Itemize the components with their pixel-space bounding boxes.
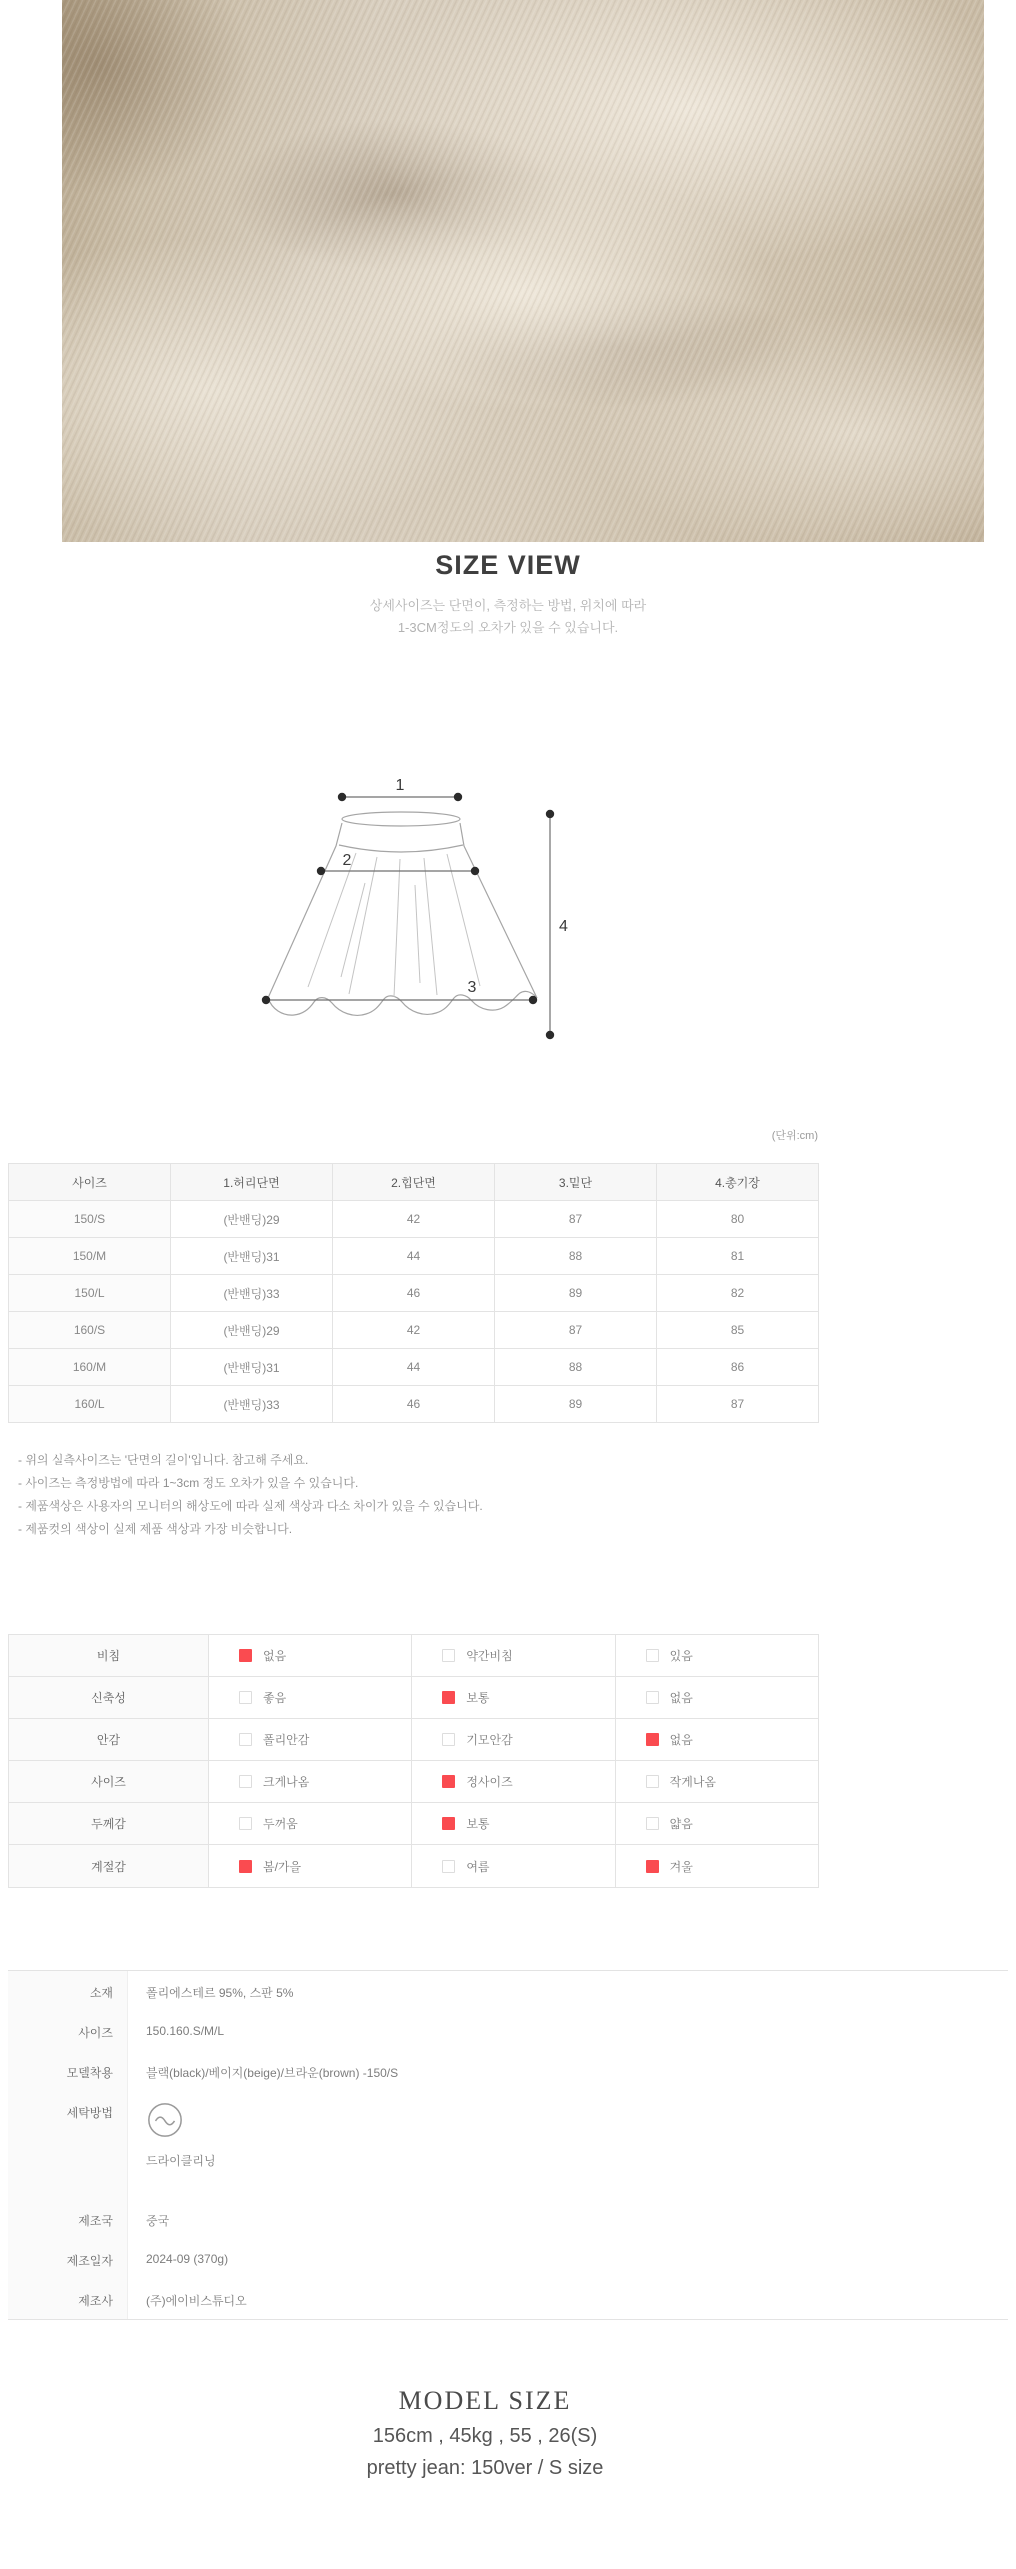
size-notes [18, 1449, 483, 1541]
size-table-value-cell: 81 [657, 1238, 819, 1275]
property-option-label: 폴리안감 [263, 1733, 310, 1747]
detail-value-cell [128, 2091, 1008, 2199]
size-view-subtitle-line2: 1-3CM정도의 오차가 있을 수 있습니다. [397, 620, 619, 635]
size-table-value-cell: (반밴딩)29 [171, 1312, 333, 1349]
size-table-size-cell: 150/M [9, 1238, 171, 1275]
property-option [209, 1635, 412, 1676]
checkbox-unchecked-icon [646, 1775, 659, 1788]
property-option [209, 1677, 412, 1718]
size-table-value-cell: (반밴딩)31 [171, 1238, 333, 1275]
property-row [9, 1719, 818, 1761]
measure-label-1: 1 [395, 777, 405, 794]
size-table-size-cell: 160/M [9, 1349, 171, 1386]
property-option-label: 두꺼움 [263, 1817, 298, 1831]
property-option [209, 1761, 412, 1802]
property-option-label: 봄/가을 [263, 1859, 302, 1874]
property-option-label: 보통 [466, 1691, 490, 1705]
size-table-value-cell: 44 [333, 1238, 495, 1275]
size-table-value-cell: 87 [495, 1312, 657, 1349]
detail-row [8, 2091, 1008, 2199]
skirt-measurement-diagram [248, 755, 578, 1055]
size-table-row [9, 1201, 819, 1238]
detail-value: 2024-09 (370g) [146, 2252, 229, 2266]
detail-row [8, 2011, 1008, 2051]
size-table-value-cell: 46 [333, 1275, 495, 1312]
property-option [209, 1845, 412, 1887]
property-option-label: 정사이즈 [466, 1775, 513, 1789]
checkbox-checked-icon [239, 1860, 252, 1873]
property-option-label: 없음 [263, 1649, 287, 1663]
property-option [616, 1635, 818, 1676]
checkbox-unchecked-icon [239, 1733, 252, 1746]
measure-line-length [546, 810, 568, 1039]
checkbox-unchecked-icon [442, 1860, 455, 1873]
size-view-section [0, 550, 1016, 639]
detail-value-cell [128, 2199, 1008, 2239]
size-table-value-cell: 42 [333, 1312, 495, 1349]
checkbox-unchecked-icon [442, 1733, 455, 1746]
property-label: 사이즈 [9, 1761, 209, 1802]
property-option-label: 작게나옴 [669, 1775, 717, 1789]
property-option [616, 1845, 818, 1887]
detail-label: 제조국 [8, 2199, 128, 2239]
pleat-lines [308, 853, 480, 997]
checkbox-unchecked-icon [239, 1817, 252, 1830]
size-table-header-row [9, 1164, 819, 1201]
size-table-value-cell: 85 [657, 1312, 819, 1349]
size-table-value-cell: 86 [657, 1349, 819, 1386]
size-table-row [9, 1386, 819, 1423]
size-table-row [9, 1275, 819, 1312]
size-table-value-cell: 89 [495, 1275, 657, 1312]
dry-cleaning-icon [146, 2101, 184, 2139]
size-table-value-cell: 46 [333, 1386, 495, 1423]
checkbox-unchecked-icon [239, 1775, 252, 1788]
size-table-row [9, 1238, 819, 1275]
property-row [9, 1845, 818, 1887]
checkbox-checked-icon [442, 1817, 455, 1830]
property-option-label: 여름 [466, 1859, 490, 1874]
fabric-detail-photo [62, 0, 984, 542]
note-item: - 위의 실측사이즈는 '단면의 길이'입니다. 참고해 주세요. [18, 1453, 309, 1467]
property-option [616, 1677, 818, 1718]
property-label: 비침 [9, 1635, 209, 1676]
size-table-value-cell: 89 [495, 1386, 657, 1423]
detail-row [8, 2279, 1008, 2319]
property-row [9, 1761, 818, 1803]
detail-label: 모델착용 [8, 2051, 128, 2091]
size-table [8, 1163, 819, 1423]
measure-line-hip [317, 852, 479, 875]
property-label: 계절감 [9, 1845, 209, 1887]
detail-value-cell [128, 2279, 1008, 2319]
property-option [616, 1761, 818, 1802]
property-row [9, 1635, 818, 1677]
property-option [412, 1719, 615, 1760]
detail-row [8, 1971, 1008, 2011]
property-row [9, 1803, 818, 1845]
property-option [616, 1719, 818, 1760]
property-option [412, 1803, 615, 1844]
size-table-header: 4.총기장 [657, 1164, 819, 1201]
size-table-value-cell: 88 [495, 1349, 657, 1386]
detail-value: 폴리에스테르 95%, 스판 5% [146, 1986, 294, 2000]
model-size-measurements: 156cm , 45kg , 55 , 26(S) [372, 2425, 598, 2447]
checkbox-unchecked-icon [646, 1649, 659, 1662]
detail-value-cell [128, 2239, 1008, 2279]
measure-line-hem [262, 979, 537, 1004]
unit-note: (단위:cm) [771, 1130, 818, 1142]
property-option-label: 약간비침 [466, 1649, 513, 1663]
detail-value-cell [128, 2051, 1008, 2091]
measure-label-4: 4 [559, 918, 568, 935]
detail-label: 세탁방법 [8, 2091, 128, 2199]
property-option [412, 1677, 615, 1718]
model-size-fit: pretty jean: 150ver / S size [366, 2457, 604, 2479]
property-option-label: 있음 [669, 1649, 693, 1663]
size-table-header: 3.밑단 [495, 1164, 657, 1201]
property-row [9, 1677, 818, 1719]
detail-value: 중국 [146, 2214, 170, 2228]
property-option-label: 보통 [466, 1817, 490, 1831]
detail-label: 사이즈 [8, 2011, 128, 2051]
measure-line-waist [338, 777, 462, 801]
size-view-subtitle [0, 595, 1016, 639]
wash-method-caption: 드라이클리닝 [146, 2154, 216, 2168]
size-table-header: 사이즈 [9, 1164, 171, 1201]
detail-value: 150.160.S/M/L [146, 2024, 225, 2038]
detail-label: 제조일자 [8, 2239, 128, 2279]
model-size-title: MODEL SIZE [398, 2386, 572, 2415]
size-view-subtitle-line1: 상세사이즈는 단면이, 측정하는 방법, 위치에 따라 [369, 598, 647, 613]
size-table-value-cell: (반밴딩)31 [171, 1349, 333, 1386]
property-option-label: 크게나옴 [263, 1775, 310, 1789]
property-option [209, 1803, 412, 1844]
checkbox-checked-icon [646, 1860, 659, 1873]
property-option-label: 겨울 [669, 1859, 693, 1874]
detail-value-cell [128, 1971, 1008, 2011]
checkbox-checked-icon [646, 1733, 659, 1746]
size-table-value-cell: 88 [495, 1238, 657, 1275]
detail-label: 소재 [8, 1971, 128, 2011]
detail-value-cell [128, 2011, 1008, 2051]
properties-table [8, 1634, 819, 1888]
property-option-label: 없음 [669, 1691, 693, 1705]
size-table-value-cell: 87 [495, 1201, 657, 1238]
checkbox-unchecked-icon [239, 1691, 252, 1704]
details-table [8, 1970, 1008, 2320]
checkbox-unchecked-icon [646, 1691, 659, 1704]
detail-row [8, 2239, 1008, 2279]
checkbox-checked-icon [442, 1691, 455, 1704]
property-label: 안감 [9, 1719, 209, 1760]
checkbox-checked-icon [239, 1649, 252, 1662]
measure-label-3: 3 [467, 979, 477, 996]
size-table-value-cell: 82 [657, 1275, 819, 1312]
size-table-value-cell: 44 [333, 1349, 495, 1386]
size-table-value-cell: (반밴딩)33 [171, 1275, 333, 1312]
size-table-value-cell: (반밴딩)33 [171, 1386, 333, 1423]
property-option [209, 1719, 412, 1760]
size-table-size-cell: 160/L [9, 1386, 171, 1423]
note-item: - 제품컷의 색상이 실제 제품 색상과 가장 비슷합니다. [18, 1522, 293, 1536]
property-option-label: 기모안감 [466, 1733, 513, 1747]
size-table-row [9, 1349, 819, 1386]
property-option-label: 얇음 [669, 1817, 693, 1831]
detail-label: 제조사 [8, 2279, 128, 2319]
size-table-size-cell: 150/S [9, 1201, 171, 1238]
size-table-value-cell: 87 [657, 1386, 819, 1423]
size-table-value-cell: 42 [333, 1201, 495, 1238]
size-table-value-cell: 80 [657, 1201, 819, 1238]
property-option [616, 1803, 818, 1844]
size-table-header: 2.힙단면 [333, 1164, 495, 1201]
size-view-title: SIZE VIEW [435, 550, 581, 580]
property-option [412, 1761, 615, 1802]
size-table-header: 1.허리단면 [171, 1164, 333, 1201]
note-item: - 제품색상은 사용자의 모니터의 해상도에 따라 실제 색상과 다소 차이가 있을 수 있습니다. [18, 1499, 483, 1513]
detail-value: (주)에이비스튜디오 [146, 2294, 247, 2308]
checkbox-checked-icon [442, 1775, 455, 1788]
size-table-size-cell: 150/L [9, 1275, 171, 1312]
checkbox-unchecked-icon [442, 1649, 455, 1662]
property-label: 두께감 [9, 1803, 209, 1844]
model-size-section [0, 2386, 970, 2480]
note-item: - 사이즈는 측정방법에 따라 1~3cm 정도 오차가 있을 수 있습니다. [18, 1476, 359, 1490]
detail-row [8, 2051, 1008, 2091]
property-option [412, 1635, 615, 1676]
checkbox-unchecked-icon [646, 1817, 659, 1830]
size-table-size-cell: 160/S [9, 1312, 171, 1349]
size-table-row [9, 1312, 819, 1349]
detail-row [8, 2199, 1008, 2239]
property-label: 신축성 [9, 1677, 209, 1718]
property-option-label: 좋음 [263, 1691, 287, 1705]
property-option-label: 없음 [669, 1733, 693, 1747]
size-table-value-cell: (반밴딩)29 [171, 1201, 333, 1238]
measure-label-2: 2 [342, 852, 352, 869]
property-option [412, 1845, 615, 1887]
detail-value: 블랙(black)/베이지(beige)/브라운(brown) -150/S [146, 2066, 399, 2080]
